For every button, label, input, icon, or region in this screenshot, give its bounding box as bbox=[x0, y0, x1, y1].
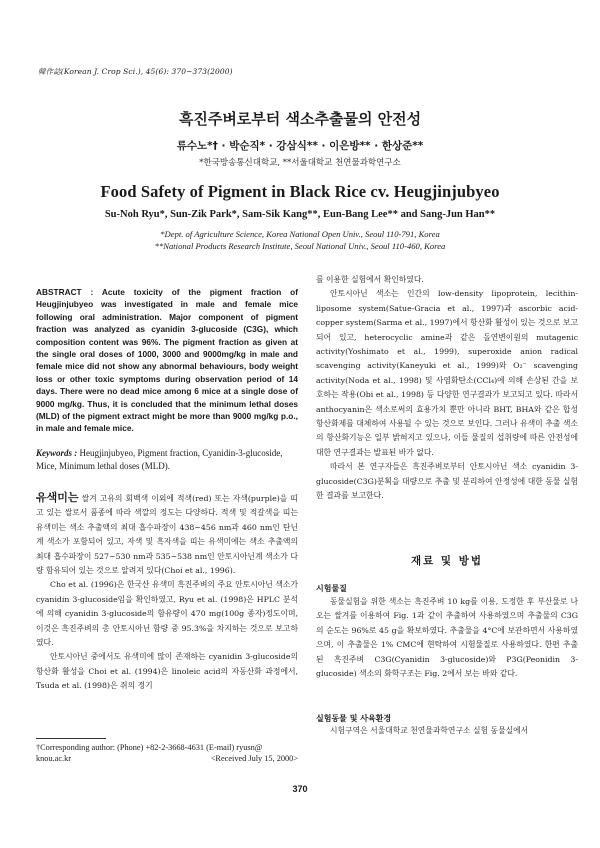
intro-paragraph-2: Cho et al. (1996)은 한국산 유색미 흑진주벼의 주요 안토시아닌 색소가 cyanidin 3-glucoside임을 확인하였고, Ryu et al. (1998)은 HPLC 분석에 의해 cyanidin 3-glucoside의 함유량이 470 mg(100g 종자)정도이며, 이것은 흑진주벼의 총 안토시아닌 함량 중 95.3%을 차지하는 것으로 보고하였다. bbox=[36, 580, 298, 648]
affiliation-english-1: *Dept. of Agriculture Science, Korea National Open Univ., Seoul 110-791, Korea bbox=[160, 229, 440, 239]
intro-paragraph-1 bbox=[36, 491, 298, 578]
methods-text-1: 동물실험을 위한 색소는 흑진주벼 10 kg를 이용, 도정한 후 부산물로 나오는 쌀겨를 이용하여 Fig. 1과 같이 추출하여 사용하였으며 추출물의 C3G의 순도는 96%로 45 g을 확보하였다. 추출물을 4°C에 보관하면서 사용하였으며, 이 추출물은 1% CMC에 현탁하여 시험물질로 사용하였다. 한편 추출된 흑진주벼 C3G(Cyanidin 3-glucoside)와 P3G(Peonidin 3-glucoside) 색소의 화학구조는 Fig. 2에서 보는 바와 같다. bbox=[316, 597, 578, 679]
footnote bbox=[36, 742, 298, 764]
authors-english: Su-Noh Ryu*, Sun-Zik Park*, Sam-Sik Kang**, Eun-Bang Lee** and Sang-Jun Han** bbox=[104, 209, 496, 220]
intro-left-column bbox=[36, 491, 298, 694]
footnote-email-domain: knou.ac.kr bbox=[36, 754, 72, 763]
authors-korean: 류수노*† · 박순직* · 강삼식** · 이은방** · 한상준** bbox=[176, 140, 424, 152]
section-title-methods: 재료 및 방법 bbox=[410, 555, 484, 567]
footnote-row bbox=[36, 753, 298, 764]
keywords-label: Keywords : bbox=[36, 448, 78, 458]
intro-right-column bbox=[316, 273, 578, 504]
subsection-test-material: 시험물질 bbox=[316, 584, 347, 593]
methods-paragraph-1 bbox=[316, 595, 578, 681]
intro-paragraph-1-text: 쌀겨 고유의 회백색 이외에 적색(red) 또는 자색(purple)을 띠고 있는 쌀로서 품종에 따라 색깔의 정도는 다양하다. 적색 및 적갈색을 띠는 유색미는 색소 추출액의 최대 흡수파장이 438~456 nm과 460 nm인 탄닌계 색소가 포함되어 있고, 자색 및 흑자색을 띠는 유색미에는 색소 추출액의 최대 흡수파장이 527~530 nm과 535~538 nm인 안토시아닌계 색소가 다량 함유되어 있는 것으로 알려져 있다(Choi et al., 1996). bbox=[36, 494, 298, 576]
title-english: Food Safety of Pigment in Black Rice cv. Heugjinjubyeo bbox=[100, 182, 500, 201]
abstract: ABSTRACT : Acute toxicity of the pigment fraction of Heugjinjubyeo was investigated in male and female mice following oral administration. Major component of pigment fraction was analyzed as cyanidin 3-glucoside (C3G), which composition content was 96%. The pigment fraction as given at the single oral doses of 1000, 3000 and 9000mg/kg in male and female mice did not show any abnormal behaviours, body weight loss or other toxic symptoms during observation period of 14 days. There were no dead mice among 6 mice at a single dose of 9000 mg/kg. Thus, it is concluded that the minimum lethal doses (MLD) of the pigment extract might be more than 9000 mg/kg p.o., in male and female mice. bbox=[36, 287, 298, 434]
keywords-text: Heugjinjubyeo, Pigment fraction, Cyanidin-3-glucoside, Mice, Minimum lethal doses (MLD). bbox=[36, 448, 283, 471]
methods-text-2: 시험구역은 서울대학교 천연물과학연구소 실험 동물실에서 bbox=[330, 726, 529, 735]
footnote-divider bbox=[36, 738, 106, 739]
right-paragraph-1: 를 이용한 실험에서 확인하였다. bbox=[316, 275, 424, 284]
journal-citation: 韓作誌(Korean J. Crop Sci.), 45(6): 370~373(2000) bbox=[38, 67, 233, 76]
right-paragraph-2: 안토시아닌 색소는 인간의 low-density lipoprotein, lecithin-liposome system(Satue-Gracia et al., 1997)과 ascorbic acid-copper system(Sarma et al., 1997)에서 항산화 활성이 있는 것으로 보고되어 있고, heterocyclic amine과 같은 돌연변이원의 mutagenic activity(Yoshimato et al., 1999), superoxide anion radical scavenging activity(Kaneyuki et al., 1999)와 O₂⁻ scavenging activity(Noda et al., 1998) 및 사염화탄소(CCl₄)에 의해 손상된 간을 보호하는 작용(Obi et al., 1998) 등 다양한 연구결과가 보고되고 있다. 따라서 anthocyanin은 색소로써의 효용가치 뿐만 아니라 BHT, BHA와 같은 합성 항산화제를 대체하여 사용될 수 있는 것으로 보인다. 그러나 유색미 추출 색소의 항산화기능은 일부 밝혀지고 있으나, 이들 물질의 섭취량에 따른 안전성에 대한 연구결과는 발표된 바가 없다. bbox=[316, 289, 578, 457]
keywords bbox=[36, 447, 298, 472]
intro-lead-word: 유색미는 bbox=[36, 491, 79, 504]
methods-paragraph-2 bbox=[316, 724, 578, 738]
subsection-animals: 실험동물 및 사육환경 bbox=[316, 714, 392, 723]
page-number: 370 bbox=[292, 784, 308, 794]
intro-paragraph-3: 안토시아닌 중에서도 유색미에 많이 존재하는 cyanidin 3-glucoside의 항산화 활성을 Choi et al. (1994)은 linoleic acid의 자동산화 과정에서, Tsuda et al. (1998)은 쥐의 정기 bbox=[36, 652, 298, 691]
affiliation-english-2: **National Products Research Institute, Seoul National Univ., Seoul 110-460, Korea bbox=[154, 241, 446, 251]
affiliation-english bbox=[0, 228, 600, 252]
received-date: <Received July 15, 2000> bbox=[210, 754, 298, 763]
right-paragraph-3: 따라서 본 연구자들은 흑진주벼로부터 안토시아닌 색소 cyanidin 3-glucoside(C3G)분획을 대량으로 추출 및 분리하여 안정성에 대한 동물 실험한 결과를 보고한다. bbox=[316, 462, 578, 501]
title-korean: 흑진주벼로부터 색소추출물의 안전성 bbox=[178, 110, 422, 128]
affiliation-korean: *한국방송통신대학교, **서울대학교 천연물과학연구소 bbox=[199, 158, 401, 168]
footnote-corresponding: †Corresponding author: (Phone) +82-2-3668-4631 (E-mail) ryusn@ bbox=[36, 743, 263, 752]
